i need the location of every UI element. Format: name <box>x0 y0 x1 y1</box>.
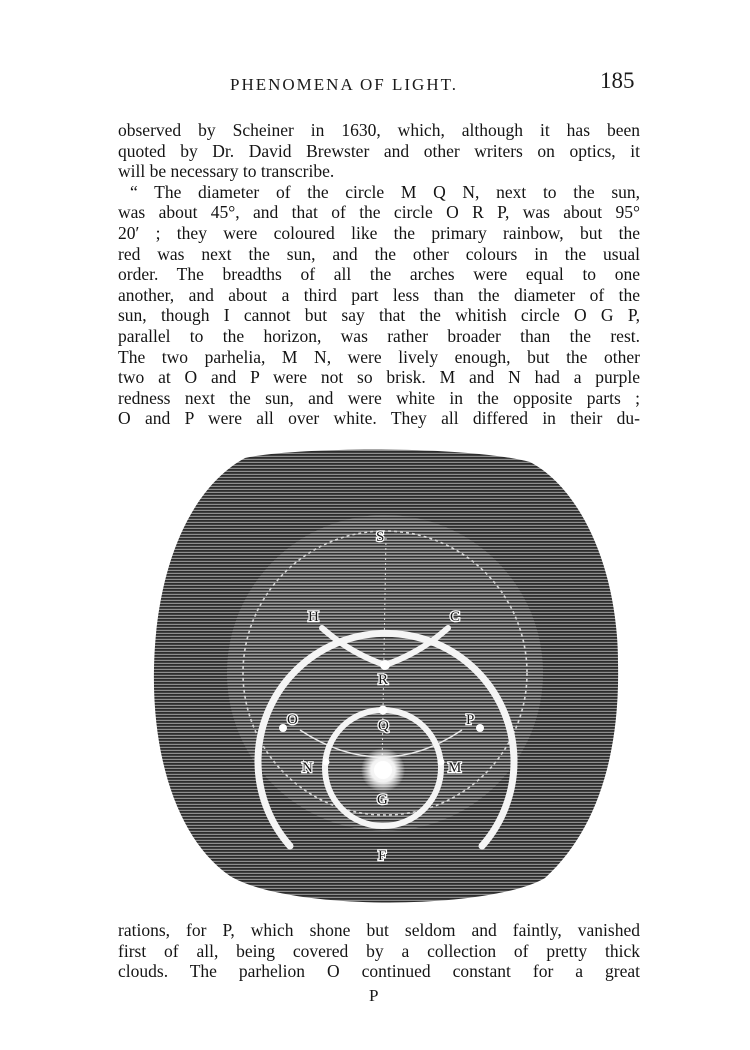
parhelion-q <box>379 706 388 715</box>
parhelion-o <box>279 724 287 732</box>
text-line: O and P were all over white. They all differed in their du- <box>118 408 640 429</box>
text-line: was about 45°, and that of the circle O R P, was about 95° <box>118 202 640 223</box>
sun <box>374 761 392 779</box>
label-p: P <box>466 712 475 728</box>
text-line: redness next the sun, and were white in the opposite parts ; <box>118 387 640 408</box>
label-q: Q <box>378 718 389 734</box>
parhelion-n <box>323 759 330 766</box>
text-line: another, and about a third part less than the diameter of the <box>118 284 640 305</box>
label-c: C <box>450 609 461 625</box>
label-f: F <box>378 848 387 864</box>
parhelia-engraving <box>150 448 620 913</box>
text-line: two at O and P were not so brisk. M and N had a purple <box>118 367 640 388</box>
text-line: 20′ ; they were coloured like the primary rainbow, but the <box>118 222 640 243</box>
label-m: M <box>448 760 462 776</box>
label-o: O <box>287 712 298 728</box>
text-line: red was next the sun, and the other colours in the usual <box>118 243 640 264</box>
text-line: quoted by Dr. David Brewster and other writers on optics, it <box>118 140 640 161</box>
page-number: 185 <box>600 68 635 93</box>
label-s: S <box>376 529 385 545</box>
body-text-top <box>118 120 640 429</box>
label-r: R <box>378 672 389 688</box>
text-line: rations, for P, which shone but seldom and faintly, vanished <box>118 920 640 940</box>
text-line: observed by Scheiner in 1630, which, although it has been <box>118 120 640 140</box>
text-line: The two parhelia, M N, were lively enough, but the other <box>118 346 640 367</box>
label-n: N <box>302 760 313 776</box>
label-g: G <box>377 792 388 808</box>
text-line: clouds. The parhelion O continued constant for a great <box>118 961 640 982</box>
parhelion-p <box>476 724 484 732</box>
text-line: first of all, being covered by a collection of pretty thick <box>118 940 640 961</box>
signature-mark: P <box>369 986 379 1005</box>
text-line: sun, though I cannot but say that the whitish circle O G P, <box>118 305 640 326</box>
label-h: H <box>308 609 319 625</box>
text-line: order. The breadths of all the arches were equal to one <box>118 264 640 285</box>
running-title: PHENOMENA OF LIGHT. <box>230 75 458 94</box>
text-line: “ The diameter of the circle M Q N, next to the sun, <box>130 181 640 202</box>
text-line: will be necessary to transcribe. <box>118 161 335 182</box>
parhelion-r <box>380 660 390 670</box>
body-text-bottom <box>118 920 640 982</box>
text-line: parallel to the horizon, was rather broader than the rest. <box>118 325 640 346</box>
parhelion-m <box>438 759 445 766</box>
